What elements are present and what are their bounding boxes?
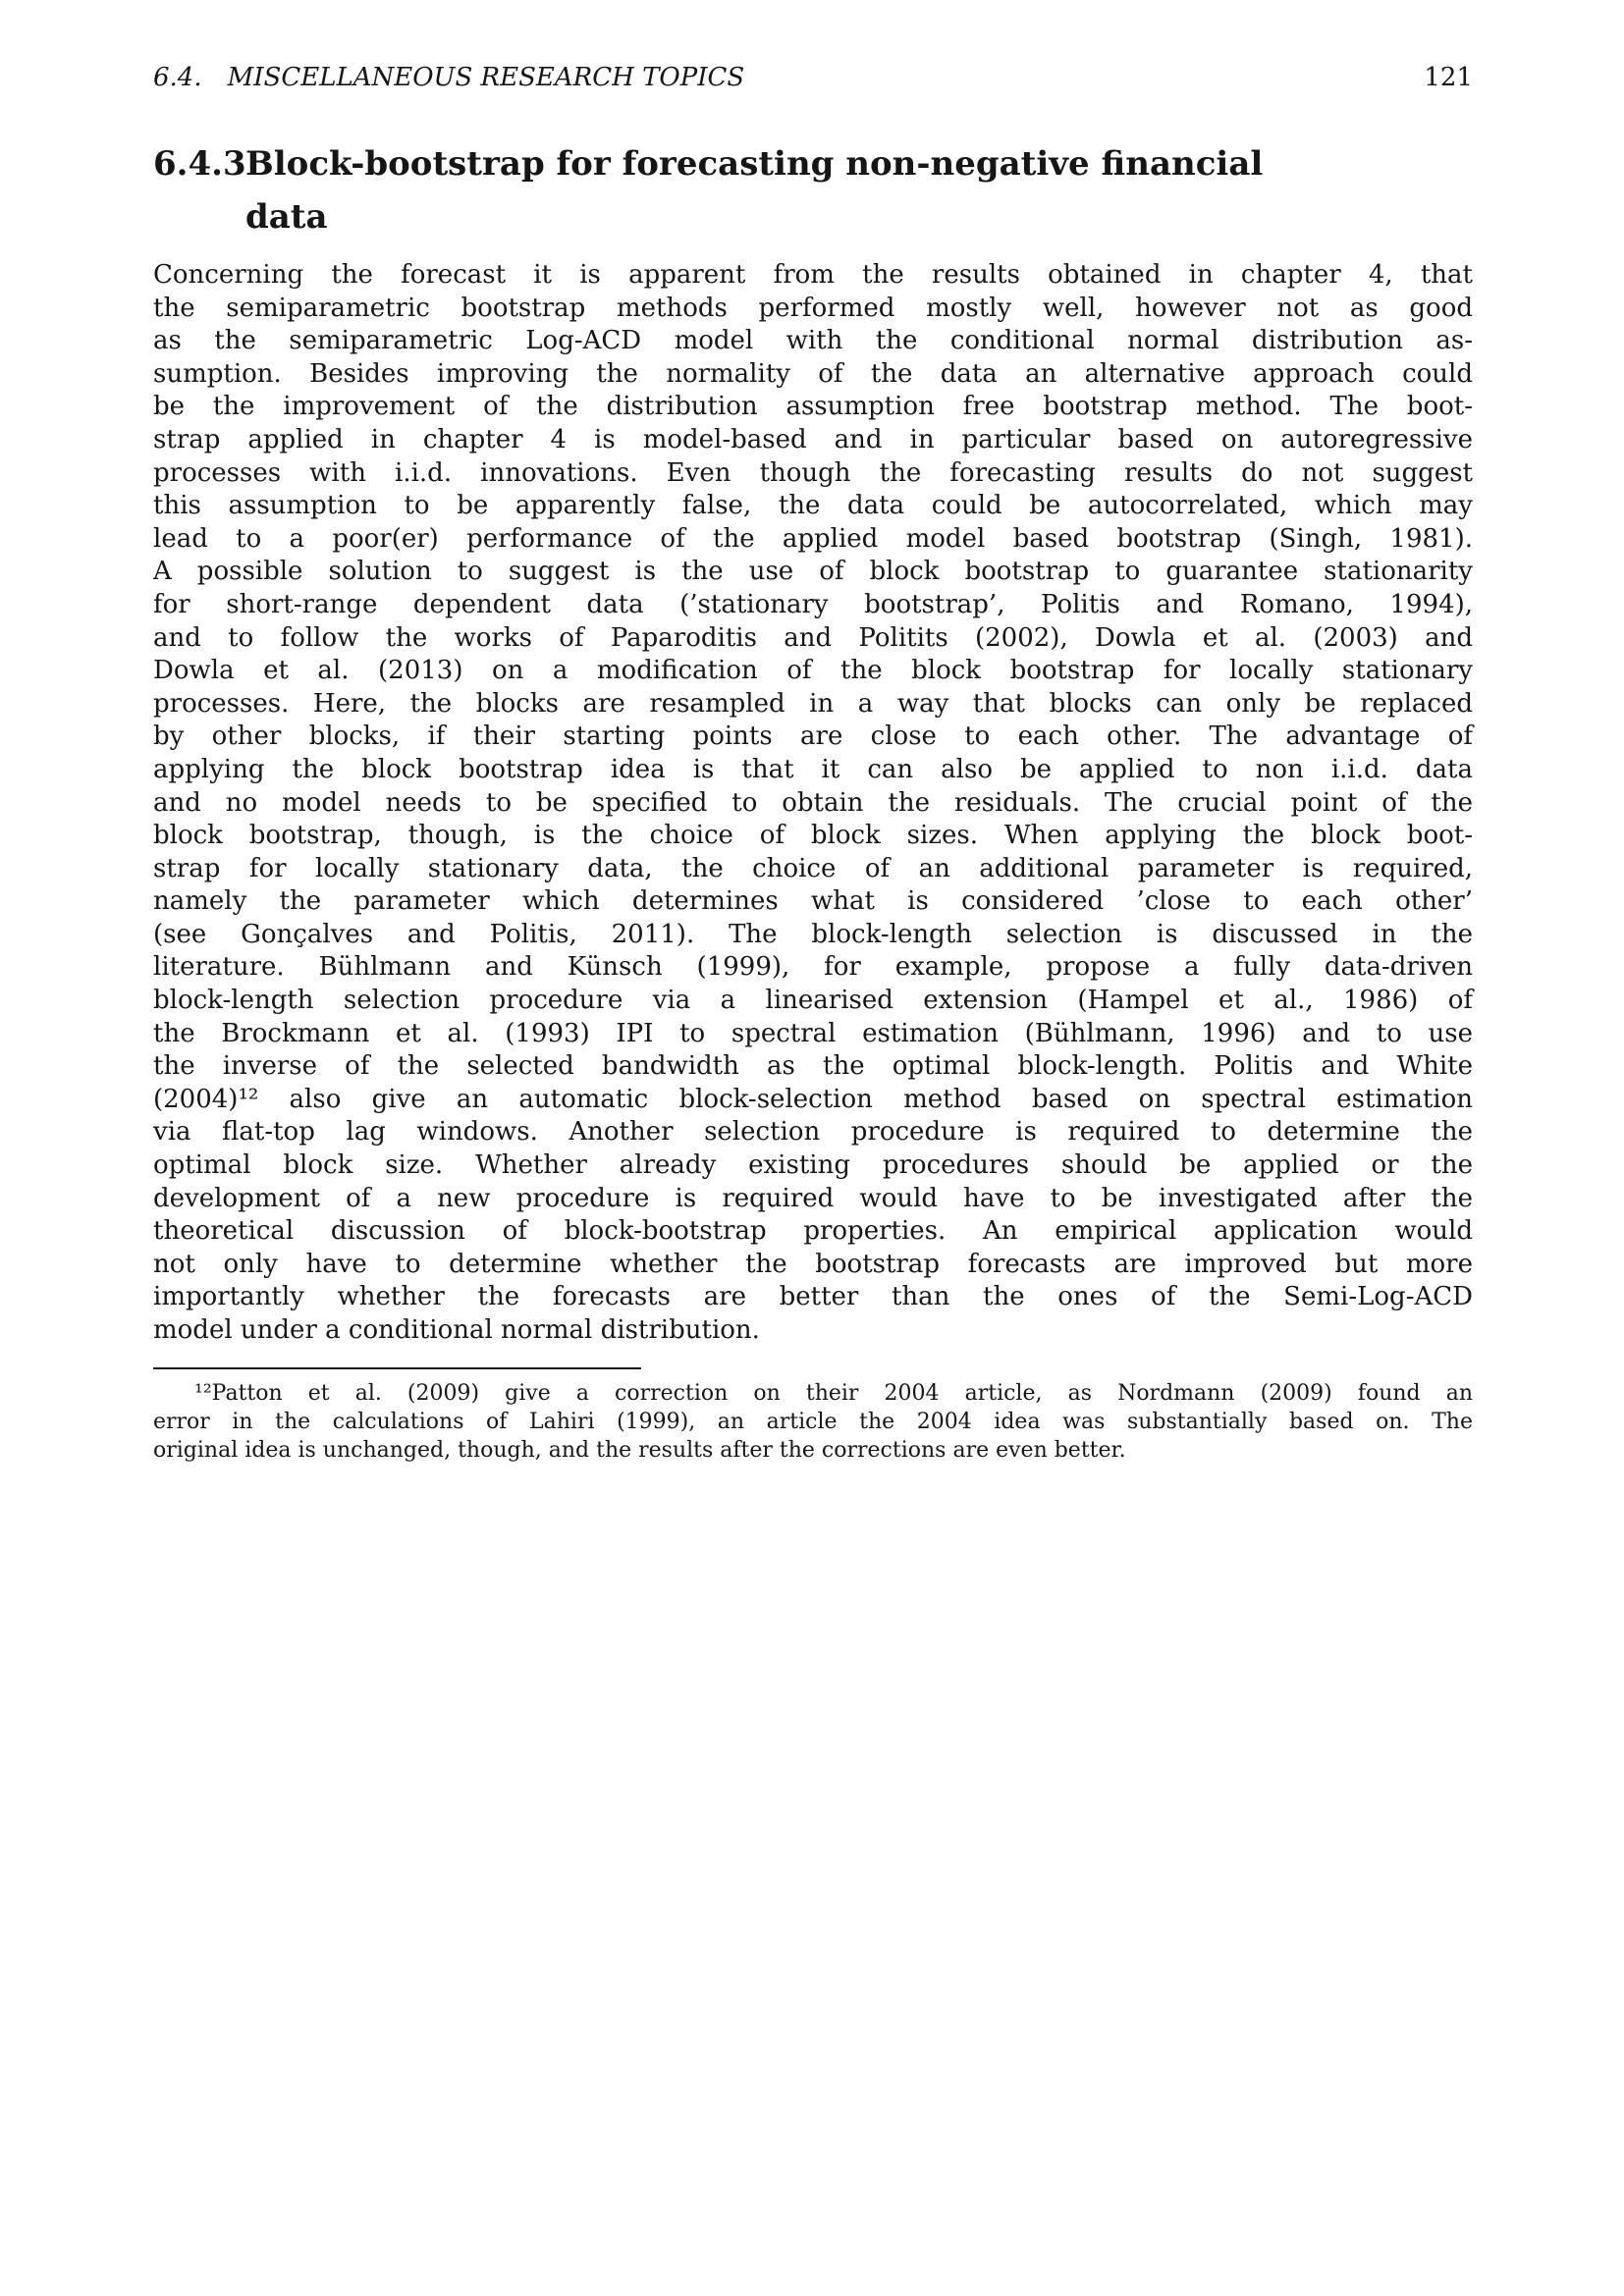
text-line: data (245, 197, 328, 237)
text-line: for short-range dependent data (’stationary bootstrap’, Politis and Romano, 1994), (153, 589, 1473, 619)
footnote (153, 1379, 1473, 1465)
text-line: block-length selection procedure via a linearised extension (Hampel et al., 1986) of (153, 986, 1473, 1016)
text-line: processes. Here, the blocks are resampled in a way that blocks can only be replaced (153, 688, 1473, 719)
text-line: via flat-top lag windows. Another selection procedure is required to determine the (153, 1117, 1473, 1148)
text-line: development of a new procedure is required would have to be investigated after the (153, 1183, 1473, 1213)
text-line: optimal block size. Whether already existing procedures should be applied or the (153, 1150, 1473, 1181)
text-line: the semiparametric bootstrap methods performed mostly well, however not as good (153, 293, 1473, 323)
text-line: (2004)¹² also give an automatic block-selection method based on spectral estimation (153, 1084, 1473, 1114)
running-header (153, 63, 1473, 92)
text-line: the Brockmann et al. (1993) IPI to spectral estimation (Bühlmann, 1996) and to use (153, 1018, 1473, 1048)
text-line: sumption. Besides improving the normality of the data an alternative approach could (153, 358, 1473, 389)
text-line: be the improvement of the distribution assumption free bootstrap method. The boot- (153, 392, 1473, 422)
text-line: namely the parameter which determines what is considered ’close to each other’ (153, 886, 1473, 917)
text-line: strap applied in chapter 4 is model-based and in particular based on autoregressive (153, 424, 1473, 454)
text-line: lead to a poor(er) performance of the applied model based bootstrap (Singh, 1981). (153, 523, 1473, 554)
body-paragraph (153, 259, 1473, 1348)
text-line: strap for locally stationary data, the choice of an additional parameter is required, (153, 853, 1473, 883)
running-header-chapter-title: MISCELLANEOUS RESEARCH TOPICS (227, 63, 745, 92)
text-line: theoretical discussion of block-bootstrap properties. An empirical application would (153, 1216, 1473, 1247)
text-line: Block-bootstrap for forecasting non-negative financial (245, 144, 1264, 184)
text-line: original idea is unchanged, though, and the results after the corrections are even better. (153, 1437, 1126, 1463)
text-line: literature. Bühlmann and Künsch (1999), for example, propose a fully data-driven (153, 952, 1473, 983)
text-line: as the semiparametric Log-ACD model with the conditional normal distribution as- (153, 326, 1473, 356)
text-line: A possible solution to suggest is the use of block bootstrap to guarantee stationarity (153, 557, 1473, 587)
text-line: block bootstrap, though, is the choice of block sizes. When applying the block boot- (153, 821, 1473, 851)
footnote-rule (153, 1367, 641, 1369)
text-line: (see Gonçalves and Politis, 2011). The block-length selection is discussed in the (153, 919, 1473, 949)
running-header-section-number: 6.4. (153, 63, 202, 92)
text-line: importantly whether the forecasts are better than the ones of the Semi-Log-ACD (153, 1282, 1473, 1312)
running-header-title (153, 63, 744, 92)
text-line: the inverse of the selected bandwidth as the optimal block-length. Politis and White (153, 1051, 1473, 1082)
text-line: Dowla et al. (2013) on a modification of the block bootstrap for locally stationary (153, 656, 1473, 686)
section-number: 6.4.3 (153, 144, 246, 184)
text-line: model under a conditional normal distribution. (153, 1315, 760, 1345)
text-line: not only have to determine whether the bootstrap forecasts are improved but more (153, 1249, 1473, 1279)
text-line: Concerning the forecast it is apparent from the results obtained in chapter 4, that (153, 260, 1473, 290)
text-line: error in the calculations of Lahiri (1999), an article the 2004 idea was substantially based on. The (153, 1409, 1473, 1434)
section-heading (153, 137, 1473, 243)
text-line: ¹²Patton et al. (2009) give a correction on their 2004 article, as Nordmann (2009) found an (194, 1380, 1473, 1406)
page-number: 121 (1424, 63, 1473, 92)
text-line: and no model needs to be specified to obtain the residuals. The crucial point of the (153, 787, 1473, 818)
text-line: applying the block bootstrap idea is that it can also be applied to non i.i.d. data (153, 754, 1473, 784)
section-title (245, 137, 1473, 243)
text-line: and to follow the works of Paparoditis and Politits (2002), Dowla et al. (2003) and (153, 622, 1473, 653)
text-line: this assumption to be apparently false, the data could be autocorrelated, which may (153, 491, 1473, 521)
text-line: processes with i.i.d. innovations. Even though the forecasting results do not suggest (153, 457, 1473, 488)
text-line: by other blocks, if their starting points are close to each other. The advantage of (153, 721, 1473, 752)
